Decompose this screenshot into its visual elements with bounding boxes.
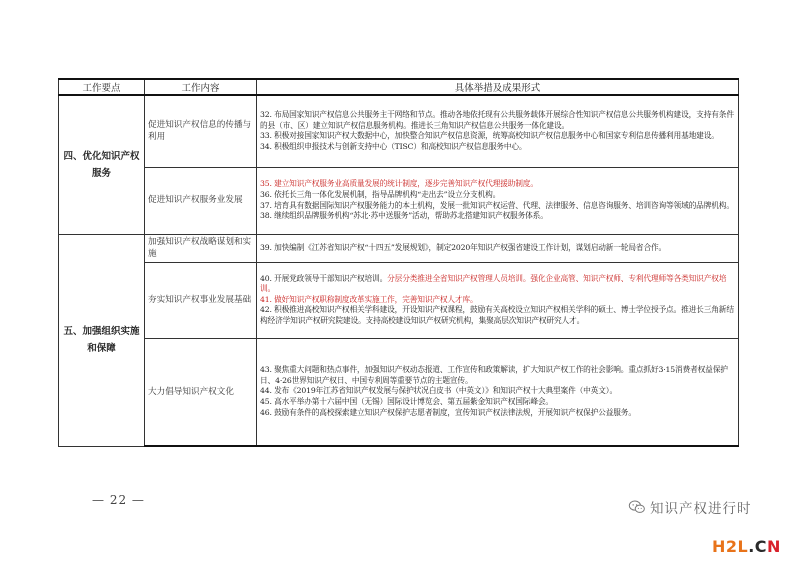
watermark-text: 知识产权进行时 bbox=[650, 501, 752, 517]
measure-item: 41. 做好知识产权职称制度改革实施工作，完善知识产权人才库。 bbox=[260, 294, 478, 304]
measure-item-highlight: 分层分类推进全省知识产权管理人员培训。强化企业高管、知识产权师、专利代理师等各类知识产权培训。 bbox=[260, 273, 727, 294]
header-work-content: 工作内容 bbox=[145, 79, 257, 95]
measure-item: 39. 加快编制《江苏省知识产权“十四五”发展规划》，制定2020年知识产权强省建设工作计划，谋划启动新一轮局省合作。 bbox=[260, 242, 667, 252]
measures-cell bbox=[257, 262, 739, 338]
work-plan-table bbox=[58, 78, 739, 447]
measure-item: 45. 高水平举办第十六届中国（无锡）国际设计博览会、第五届紫金知识产权国际峰会。 bbox=[260, 397, 553, 407]
wechat-watermark bbox=[628, 497, 752, 517]
table-row bbox=[59, 167, 739, 234]
header-key-points: 工作要点 bbox=[59, 79, 145, 95]
measures-cell bbox=[257, 95, 739, 167]
measure-item: 38. 继续组织品牌服务机构“苏北·苏中送服务”活动，帮助苏北搭建知识产权服务体系。 bbox=[260, 211, 548, 221]
header-measures: 具体举措及成果形式 bbox=[257, 79, 739, 95]
content-cell: 夯实知识产权事业发展基础 bbox=[145, 262, 257, 338]
measure-item: 46. 鼓励有条件的高校探索建立知识产权保护志愿者制度，宣传知识产权法律法规，开展知识产权保护公益服务。 bbox=[260, 407, 636, 417]
table-row bbox=[59, 234, 739, 262]
content-cell: 促进知识产权服务业发展 bbox=[145, 167, 257, 234]
wechat-icon bbox=[628, 500, 646, 514]
measures-cell bbox=[257, 338, 739, 446]
table-header-row bbox=[59, 79, 739, 95]
measure-item: 36. 依托长三角一体化发展机制，指导品牌机构“走出去”设立分支机构。 bbox=[260, 189, 501, 199]
content-cell: 加强知识产权战略谋划和实施 bbox=[145, 234, 257, 262]
measure-item: 33. 积极对接国家知识产权大数据中心，加快整合知识产权信息资源，统筹高校知识产权信息服务中心和国家专利信息传播利用基地建设。 bbox=[260, 131, 719, 141]
table-row bbox=[59, 262, 739, 338]
h2l-logo: H2L.CN bbox=[712, 537, 781, 556]
measure-item: 42. 积极推进高校知识产权相关学科建设，开设知识产权课程，鼓励有关高校设立知识产权相关学科的硕士、博士学位授予点。推进长三角新结构经济学知识产权研究院建设。支持高校建设知识产权研究机构，集聚高层次知识产权研究人才。 bbox=[260, 305, 734, 325]
area-cell: 四、优化知识产权服务 bbox=[59, 95, 145, 234]
content-cell: 促进知识产权信息的传播与利用 bbox=[145, 95, 257, 167]
measure-item: 32. 布局国家知识产权信息公共服务主干网络和节点。推动各地依托现有公共服务载体开展综合性知识产权信息公共服务机构建设，支持有条件的县（市、区）建立知识产权信息服务机构。推进长三角知识产权信息公共服务一体化建设。 bbox=[260, 110, 734, 130]
measure-item: 37. 培育具有数据国际知识产权服务能力的本土机构，发展一批知识产权运营、代理、法律服务、信息咨询服务、培训咨询等领域的品牌机构。 bbox=[260, 200, 734, 210]
measures-cell bbox=[257, 234, 739, 262]
measure-item: 44. 发布《2019年江苏省知识产权发展与保护状况白皮书（中英文）》和知识产权十大典型案件（中英文）。 bbox=[260, 386, 617, 396]
measures-cell bbox=[257, 167, 739, 234]
measure-item: 43. 聚焦重大问题和热点事件，加强知识产权动态报道、工作宣传和政策解读，扩大知识产权工作的社会影响。重点抓好3·15消费者权益保护日、4·26世界知识产权日、中国专利周等重要节点的主题宣传。 bbox=[260, 365, 728, 385]
measure-item: 40. 开展党政领导干部知识产权培训。 bbox=[260, 273, 388, 283]
table-row bbox=[59, 338, 739, 446]
table-row bbox=[59, 95, 739, 167]
area-cell: 五、加强组织实施和保障 bbox=[59, 234, 145, 446]
measure-item: 34. 积极组织申报技术与创新支持中心（TISC）和高校知识产权信息服务中心。 bbox=[260, 141, 527, 151]
content-cell: 大力倡导知识产权文化 bbox=[145, 338, 257, 446]
measure-item: 35. 建立知识产权服务业高质量发展的统计制度，逐步完善知识产权代理援助制度。 bbox=[260, 179, 538, 189]
page-number: — 22 — bbox=[92, 493, 145, 507]
